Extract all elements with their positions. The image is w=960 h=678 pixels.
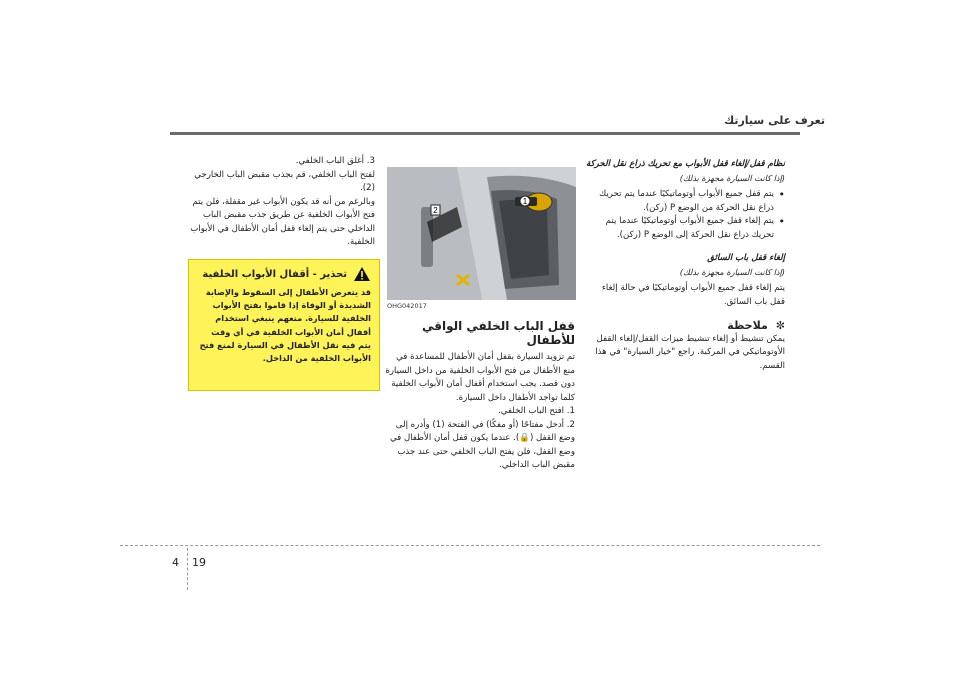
child-lock-steps bbox=[385, 405, 575, 473]
notice-text: يمكن تنشيط أو إلغاء تنشيط ميزات القفل/إلغاء القفل الأوتوماتيكي في المركبة. راجع "خيار السيارة" في هذا القسم. bbox=[595, 333, 785, 371]
child-lock-intro: تم تزويد السيارة بقفل أمان الأطفال للمساعدة في منع الأطفال من فتح الأبواب الخلفية من داخل السيارة دون قصد. يجب استخدام أقفال أمان الأبواب الخلفية كلما تواجد الأطفال داخل السيارة. bbox=[385, 352, 575, 403]
photo-code: OHG042017 bbox=[387, 302, 427, 310]
chapter-number: 4 bbox=[172, 556, 179, 569]
asterisk-icon: ✼ bbox=[775, 319, 785, 332]
notice-header bbox=[585, 319, 785, 333]
driver-door-note: (إذا كانت السيارة مجهزة بذلك) bbox=[679, 266, 785, 277]
driver-door-text: يتم إلغاء قفل جميع الأبواب أوتوماتيكيًا في حالة إلغاء قفل باب السائق. bbox=[601, 283, 785, 307]
shift-lock-heading: نظام قفل/إلغاء قفل الأبواب مع تحريك ذراع نقل الحركة bbox=[585, 159, 785, 169]
list-item: لفتح الباب الخلفي، قم بجذب مقبض الباب الخارجي (2). bbox=[194, 169, 375, 193]
left-column bbox=[185, 155, 375, 250]
child-lock-photo bbox=[387, 167, 576, 300]
header-rule bbox=[170, 132, 800, 135]
warning-text: قد يتعرض الأطفال إلى السقوط والإصابة الشديدة أو الوفاة إذا قاموا بفتح الأبواب الخلفية للسيارة. منعهم ينبغي استخدام أقفال أمان الأبواب الخلفية في أي وقت يتم فيه نقل الأطفال في السيارة لمنع فتح الأبواب الخلفية من الداخل. bbox=[199, 287, 371, 364]
right-column bbox=[585, 158, 785, 373]
middle-column bbox=[385, 320, 575, 473]
list-item: • يتم إلغاء قفل جميع الأبواب أوتوماتيكيًا عندما يتم تحريك ذراع نقل الحركة إلى الوضع P (ركن). bbox=[585, 215, 785, 242]
warning-box bbox=[188, 259, 380, 391]
car-door-illustration bbox=[387, 167, 576, 300]
callout-2-label: 2 bbox=[433, 206, 438, 215]
list-item: • يتم قفل جميع الأبواب أوتوماتيكيًا عندما يتم تحريك ذراع نقل الحركة من الوضع P (ركن). bbox=[585, 188, 785, 215]
warning-title: تحذير - أقفال الأبواب الخلفية bbox=[202, 268, 347, 280]
list-item: 3. أغلق الباب الخلفي. bbox=[295, 156, 375, 166]
list-item: 1. افتح الباب الخلفي. bbox=[498, 406, 575, 416]
shift-lock-bullets bbox=[585, 188, 785, 242]
shift-lock-note: (إذا كانت السيارة مجهزة بذلك) bbox=[679, 172, 785, 183]
footer-rule bbox=[120, 545, 820, 546]
callout-1-label: 1 bbox=[522, 197, 528, 206]
warning-triangle-icon bbox=[353, 266, 371, 282]
footer-divider bbox=[187, 548, 188, 590]
page-number: 19 bbox=[192, 556, 206, 569]
left-steps bbox=[185, 155, 375, 250]
list-item: 2. أدخل مفتاحًا (أو مفكًا) في الفتحة (1) وأدره إلى وضع القفل (🔒). عندما يكون قفل أمان الأطفال في وضع القفل، فلن يفتح الباب الخلفي حتى عند جذب مقبض الباب الداخلي. bbox=[389, 419, 575, 470]
list-item: وبالرغم من أنه قد يكون الأبواب غير مقفلة، فلن يتم فتح الأبواب الخلفية عن طريق جذب مقبض الباب الداخلي حتى يتم إلغاء قفل أمان الأطفال في الأبواب الخلفية. bbox=[190, 196, 375, 247]
warning-header bbox=[189, 260, 379, 284]
driver-door-heading: إلغاء قفل باب السائق bbox=[707, 253, 785, 263]
child-lock-heading: قفل الباب الخلفي الواقي للأطفال bbox=[421, 319, 575, 347]
notice-title: ملاحظة bbox=[727, 319, 768, 332]
page-header-title: تعرف على سيارتك bbox=[724, 114, 825, 127]
